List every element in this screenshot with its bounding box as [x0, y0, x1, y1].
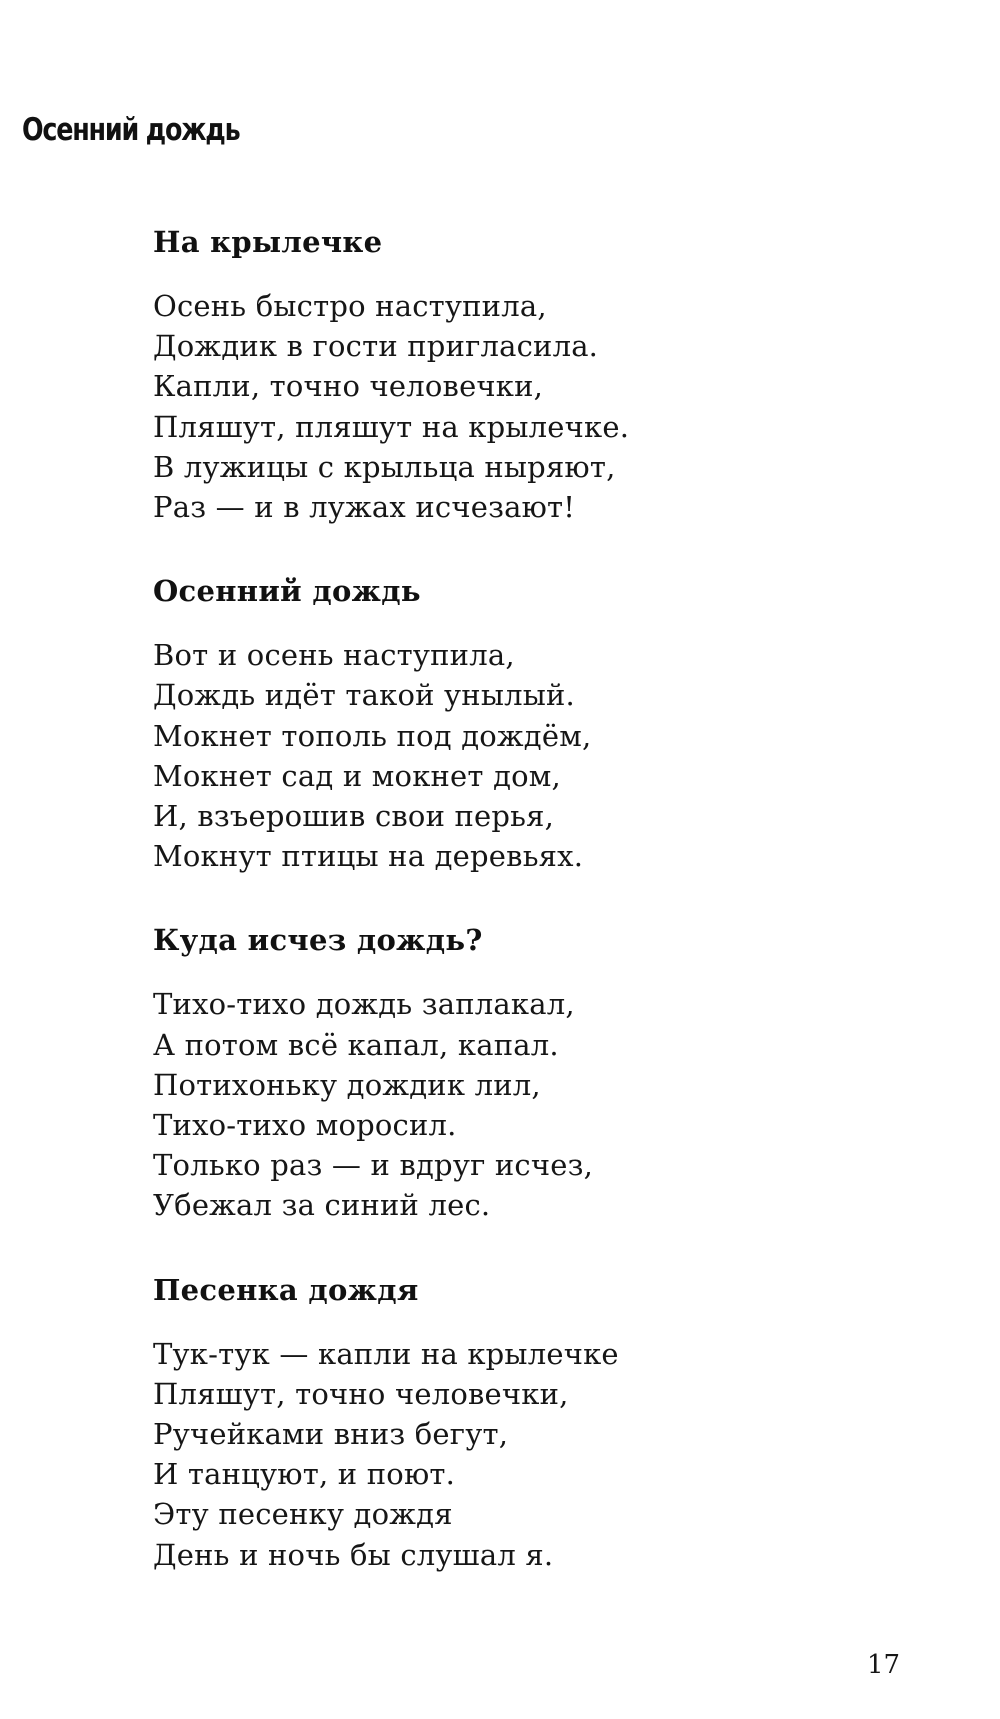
poem: [153, 222, 953, 527]
poem-lines: [153, 1334, 953, 1575]
poem-title: На крылечке: [153, 225, 383, 259]
poem: [153, 920, 953, 1225]
poem-line: Мокнет сад и мокнет дом,: [153, 758, 561, 793]
poems-container: [153, 222, 953, 1619]
poem-line: Мокнут птицы на деревьях.: [153, 839, 584, 874]
poem-title: Куда исчез дождь?: [153, 923, 483, 958]
poem-line: Пляшут, пляшут на крылечке.: [153, 409, 630, 444]
page-number: 17: [867, 1650, 901, 1680]
poem-line: Осень быстро наступила,: [153, 289, 547, 323]
poem-line: Эту песенку дождя: [153, 1497, 453, 1532]
poem: [153, 571, 953, 876]
poem-lines: [153, 984, 953, 1225]
poem-line: Раз — и в лужах исчезают!: [153, 490, 576, 525]
poem-line: Ручейками вниз бегут,: [153, 1417, 509, 1452]
poem-line: Только раз — и вдруг исчез,: [153, 1148, 594, 1183]
poem-line: Тук-тук — капли на крылечке: [153, 1336, 619, 1371]
poem-line: И, взъерошив свои перья,: [153, 799, 555, 834]
poem-lines: [153, 286, 953, 527]
poem-line: Капли, точно человечки,: [153, 369, 544, 404]
poem-line: Вот и осень наступила,: [153, 638, 515, 673]
poem-line: Дождик в гости пригласила.: [153, 329, 599, 364]
poem: [153, 1270, 953, 1575]
section-title: Осенний дождь: [22, 112, 240, 148]
poem-title: Осенний дождь: [153, 574, 421, 609]
poem-line: Тихо-тихо моросил.: [153, 1108, 457, 1143]
poem-line: Тихо-тихо дождь заплакал,: [153, 987, 575, 1022]
poem-title: Песенка дождя: [153, 1272, 419, 1307]
poem-line: Убежал за синий лес.: [153, 1188, 491, 1223]
poem-line: Пляшут, точно человечки,: [153, 1376, 569, 1411]
poem-line: День и ночь бы слушал я.: [153, 1537, 554, 1572]
poem-lines: [153, 635, 953, 876]
poem-line: Дождь идёт такой унылый.: [153, 678, 575, 713]
poem-line: А потом всё капал, капал.: [153, 1027, 559, 1062]
poem-line: Мокнет тополь под дождём,: [153, 718, 592, 753]
poem-line: И танцуют, и поют.: [153, 1457, 456, 1492]
poem-line: Потихоньку дождик лил,: [153, 1067, 541, 1102]
poem-line: В лужицы с крыльца ныряют,: [153, 449, 616, 484]
